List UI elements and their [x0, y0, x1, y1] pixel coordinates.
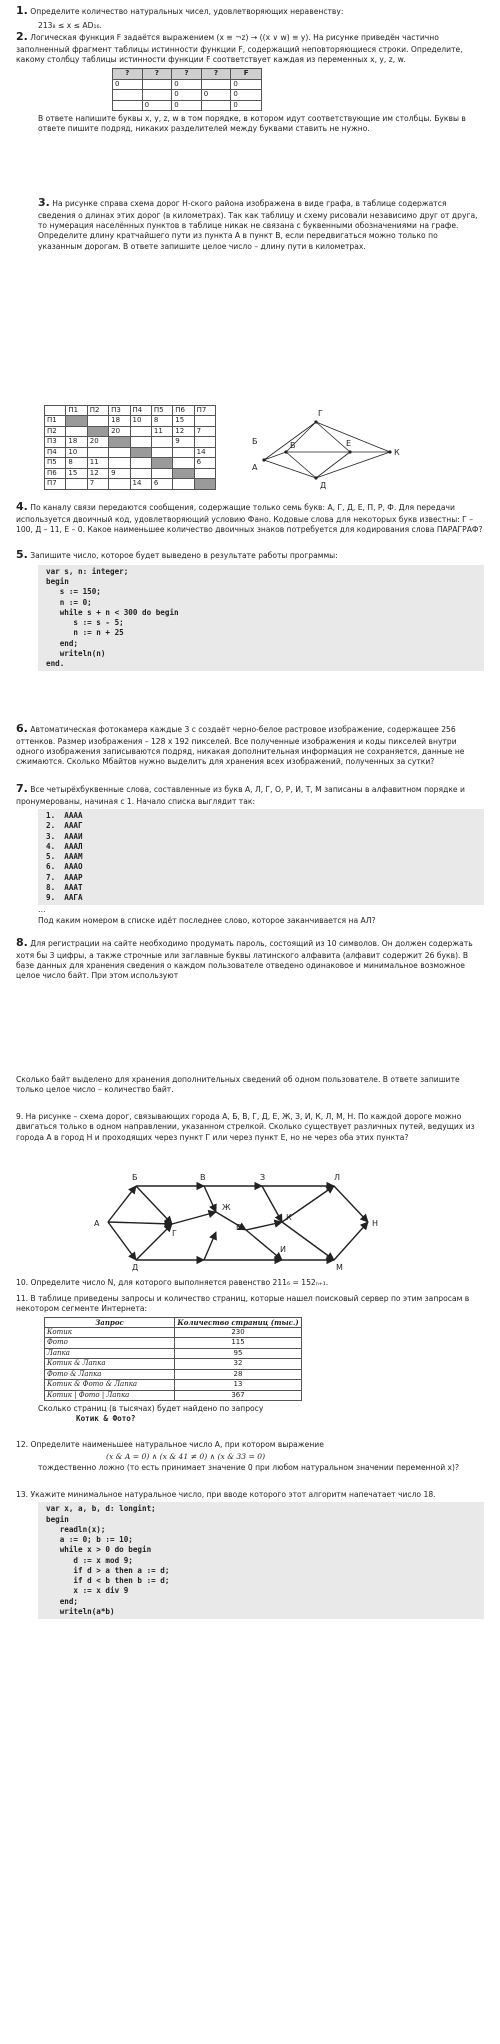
truth-cell — [142, 90, 172, 100]
pascal-code: var s, n: integer; begin s := 150; n := 0; while s + n < 300 do begin s := s - 5; n := n + 25 end; writeln(n) end. — [38, 565, 484, 672]
question-text: Логическая функция F задаётся выражением (x ≡ ¬z) → ((x ∨ w) ≡ y). На рисунке приведён частично заполненный фрагмент таблицы истинности функции F, содержащий неповторяющиеся строки. Определите, какому столбцу таблицы истинности функции F соответствует каждая из переменных x, y, z, w. — [16, 33, 463, 65]
node-label: В — [290, 441, 296, 450]
truth-cell: 0 — [201, 90, 231, 100]
dist-cell: 12 — [87, 468, 108, 478]
dist-cell — [130, 447, 151, 457]
dist-row-head: П3 — [45, 437, 66, 447]
truth-header: ? — [113, 69, 143, 79]
question-prompt: Под каким номером в списке идёт последнее слово, которое заканчивается на АЛ? — [38, 915, 376, 925]
question-12 — [16, 1440, 484, 1473]
query-cell: Котик & Лапка — [45, 1359, 175, 1369]
question-prompt: Сколько страниц (в тысячах) будет найдено по запросу — [38, 1404, 264, 1413]
truth-cell — [201, 79, 231, 89]
dist-header: П1 — [66, 406, 87, 416]
node-label: Б — [132, 1173, 138, 1182]
question-7 — [16, 782, 484, 926]
truth-cell: 0 — [142, 100, 172, 110]
dist-cell: 20 — [109, 426, 130, 436]
question-number: 3. — [38, 196, 50, 209]
question-4 — [16, 500, 484, 537]
query-cell: Лапка — [45, 1348, 175, 1358]
node-label: К — [286, 1213, 292, 1222]
dist-cell: 20 — [87, 437, 108, 447]
pages-cell: 13 — [175, 1380, 302, 1390]
dist-cell: 8 — [66, 458, 87, 468]
query-header: Запрос — [45, 1317, 175, 1327]
logic-expression: (x & A = 0) ∧ (x & 41 ≠ 0) ∧ (x & 33 = 0) — [106, 1452, 266, 1462]
dist-cell — [194, 479, 215, 489]
truth-cell: 0 — [231, 100, 262, 110]
dist-cell — [109, 479, 130, 489]
node-label: Г — [318, 409, 323, 418]
dist-cell: 6 — [194, 458, 215, 468]
question-text-cont: тождественно ложно (то есть принимает значение 0 при любом натуральном значении переменной x)? — [38, 1462, 460, 1472]
question-text: Для регистрации на сайте необходимо продумать пароль, состоящий из 10 символов. Он должен содержать хотя бы 3 цифры, а также строчные или заглавные буквы латинского алфавита (алфавит содержит 26 букв). В базе данных для хранения сведения о каждом пользователе отведено одинаковое и минимальное возможное целое число байт. При этом используют — [16, 939, 473, 981]
node-label: М — [336, 1263, 343, 1272]
question-text: 13. Укажите минимальное натуральное число, при вводе которого этот алгоритм напечатает число 18. — [16, 1490, 436, 1499]
question-text: 11. В таблице приведены запросы и количество страниц, которые нашел поисковый сервер по этим запросам в некотором сегменте Интернета: — [16, 1294, 470, 1314]
road-graph-q3 — [238, 400, 438, 490]
dist-cell — [109, 437, 130, 447]
pages-cell: 32 — [175, 1359, 302, 1369]
query-cell: Котик & Фото & Лапка — [45, 1380, 175, 1390]
dist-header — [45, 406, 66, 416]
dist-header: П3 — [109, 406, 130, 416]
inequality: 213₈ ≤ x ≤ AD₁₆. — [38, 20, 102, 30]
dist-cell: 7 — [194, 426, 215, 436]
truth-header: F — [231, 69, 262, 79]
question-8-continued — [16, 1075, 484, 1098]
dist-cell — [151, 447, 172, 457]
dist-row-head: П1 — [45, 416, 66, 426]
pascal-code: var x, a, b, d: longint; begin readln(x); a := 0; b := 10; while x > 0 do begin d := x mod 9; if d > a then a := d; if d < b then b := d; x := x div 9 end; writeln(a*b) — [38, 1502, 484, 1619]
truth-cell: 0 — [231, 90, 262, 100]
dist-row-head: П6 — [45, 468, 66, 478]
query-table — [44, 1317, 302, 1402]
query-cell: Фото & Лапка — [45, 1369, 175, 1379]
truth-header: ? — [201, 69, 231, 79]
distance-table — [44, 405, 216, 490]
question-8 — [16, 936, 484, 984]
truth-cell — [201, 100, 231, 110]
dist-header: П5 — [151, 406, 172, 416]
dist-cell — [151, 458, 172, 468]
query-cell: Котик — [45, 1327, 175, 1337]
dist-cell: 6 — [151, 479, 172, 489]
dist-cell — [66, 426, 87, 436]
question-number: 4. — [16, 500, 28, 513]
dist-cell — [87, 447, 108, 457]
dist-cell — [173, 447, 194, 457]
dist-cell: 11 — [87, 458, 108, 468]
question-number: 2. — [16, 30, 28, 43]
node-label: В — [200, 1173, 206, 1182]
truth-header: ? — [142, 69, 172, 79]
node-label: Е — [346, 439, 352, 448]
dist-cell — [194, 416, 215, 426]
dist-cell: 11 — [151, 426, 172, 436]
dist-cell — [130, 426, 151, 436]
truth-header: ? — [172, 69, 202, 79]
question-number: 1. — [16, 4, 28, 17]
query-cell: Фото — [45, 1338, 175, 1348]
dist-cell — [66, 416, 87, 426]
dist-cell — [173, 468, 194, 478]
question-number: 5. — [16, 548, 28, 561]
dist-cell — [130, 458, 151, 468]
question-number: 7. — [16, 782, 28, 795]
pages-cell: 367 — [175, 1390, 302, 1400]
dist-cell: 8 — [151, 416, 172, 426]
question-3 — [16, 196, 484, 254]
dist-cell: 18 — [66, 437, 87, 447]
truth-cell: 0 — [113, 79, 143, 89]
node-label: Е — [236, 1223, 242, 1232]
dist-cell — [151, 468, 172, 478]
node-label: А — [252, 463, 258, 472]
truth-cell: 0 — [231, 79, 262, 89]
dist-cell — [151, 437, 172, 447]
road-graph-q9 — [86, 1172, 406, 1272]
question-text: 10. Определите число N, для которого выполняется равенство 211₆ = 152ₙ₊₁. — [16, 1278, 329, 1287]
dist-row-head: П7 — [45, 479, 66, 489]
dist-cell — [87, 426, 108, 436]
pages-cell: 230 — [175, 1327, 302, 1337]
pages-cell: 115 — [175, 1338, 302, 1348]
dist-cell — [130, 468, 151, 478]
question-number: 8. — [16, 936, 28, 949]
question-text: Сколько байт выделено для хранения дополнительных сведений об одном пользователе. В ответе запишите только целое число – количество байт. — [16, 1075, 460, 1095]
truth-cell — [113, 90, 143, 100]
question-13 — [16, 1490, 484, 1619]
question-text: Определите количество натуральных чисел, удовлетворяющих неравенству: — [30, 7, 344, 16]
dist-header: П2 — [87, 406, 108, 416]
question-5 — [16, 548, 484, 671]
question-text: 9. На рисунке – схема дорог, связывающих города А, Б, В, Г, Д, Е, Ж, З, И, К, Л, М, Н. По каждой дороге можно двигаться только в одном направлении, указанном стрелкой. Сколько существует различных путей, ведущих из города А в город Н и проходящих через пункт Г или через пункт Е, но не через оба этих пункта? — [16, 1112, 475, 1142]
question-6 — [16, 722, 484, 770]
node-label: Б — [252, 437, 258, 446]
query-cell: Котик | Фото | Лапка — [45, 1390, 175, 1400]
dist-cell — [194, 468, 215, 478]
node-label: И — [280, 1245, 286, 1254]
node-label: Г — [172, 1229, 177, 1238]
node-label: Л — [334, 1173, 341, 1182]
dist-cell: 9 — [173, 437, 194, 447]
truth-cell — [142, 79, 172, 89]
search-query: Котик & Фото? — [76, 1414, 136, 1424]
dist-cell: 14 — [130, 479, 151, 489]
pages-cell: 95 — [175, 1348, 302, 1358]
question-10 — [16, 1278, 484, 1290]
dist-cell: 15 — [173, 416, 194, 426]
dist-header: П4 — [130, 406, 151, 416]
dist-cell: 18 — [109, 416, 130, 426]
dist-cell: 7 — [87, 479, 108, 489]
dist-cell: 9 — [109, 468, 130, 478]
dist-row-head: П5 — [45, 458, 66, 468]
dist-cell: 15 — [66, 468, 87, 478]
dist-cell — [173, 458, 194, 468]
node-label: Д — [320, 481, 327, 490]
question-text: По каналу связи передаются сообщения, содержащие только семь букв: А, Г, Д, Е, П, Р, Ф. Для передачи используется двоичный код, удовлетворяющий условию Фано. Кодовые слова для некоторых букв известны: Г – 100, Д – 11, Е – 0. Какое наименьшее количество двоичных знаков потребуется для кодирования слова ПАРАГРАФ? — [16, 503, 483, 535]
dist-cell: 10 — [130, 416, 151, 426]
node-label: Ж — [222, 1203, 231, 1212]
question-text: Все четырёхбуквенные слова, составленные из букв А, Л, Г, О, Р, И, Т, М записаны в алфавитном порядке и пронумерованы, начиная с 1. Начало списка выглядит так: — [16, 785, 465, 806]
dist-cell — [130, 437, 151, 447]
node-label: Д — [132, 1263, 139, 1272]
truth-cell: 0 — [172, 100, 202, 110]
node-label: А — [94, 1219, 100, 1228]
question-9 — [16, 1112, 484, 1145]
answer-note: В ответе напишите буквы x, y, z, w в том порядке, в котором идут соответствующие им столбцы. Буквы в ответе пишите подряд, никаких разделителей между буквами ставить не нужно. — [38, 114, 466, 134]
question-text: На рисунке справа схема дорог Н-ского района изображена в виде графа, в таблице содержатся сведения о длинах этих дорог (в километрах). Так как таблицу и схему рисовали независимо друг от друга, то нумерация населённых пунктов в таблице никак не связана с буквенными обозначениями на графе. Определите длину кратчайшего пути из пункта А в пункт В, если передвигаться можно только по указанным дорогам. В ответе запишите целое число – длину пути в километрах. — [38, 199, 478, 251]
dist-cell: 10 — [66, 447, 87, 457]
node-label: Н — [372, 1219, 379, 1228]
question-text: 12. Определите наименьшее натуральное число A, при котором выражение — [16, 1440, 324, 1449]
dist-cell — [66, 479, 87, 489]
node-label: К — [394, 448, 400, 457]
dist-cell — [87, 416, 108, 426]
dist-row-head: П4 — [45, 447, 66, 457]
dist-cell — [194, 437, 215, 447]
question-11 — [16, 1294, 484, 1425]
dist-header: П6 — [173, 406, 194, 416]
dist-cell — [173, 479, 194, 489]
dist-row-head: П2 — [45, 426, 66, 436]
dist-cell — [109, 447, 130, 457]
question-1 — [16, 4, 484, 31]
dist-header: П7 — [194, 406, 215, 416]
dist-cell: 12 — [173, 426, 194, 436]
word-list: 1. АААА 2. АААГ 3. АААИ 4. АААЛ 5. АААМ 6. АААО 7. АААР 8. АААТ 9. ААГА — [38, 809, 484, 905]
question-2 — [16, 30, 484, 135]
dist-cell — [109, 458, 130, 468]
truth-table — [112, 68, 262, 111]
pages-cell: 28 — [175, 1369, 302, 1379]
truth-cell: 0 — [172, 90, 202, 100]
node-label: З — [260, 1173, 266, 1182]
question-number: 6. — [16, 722, 28, 735]
truth-cell — [113, 100, 143, 110]
question-text: Запишите число, которое будет выведено в результате работы программы: — [30, 551, 338, 560]
query-header: Количество страниц (тыс.) — [175, 1317, 302, 1327]
dist-cell: 14 — [194, 447, 215, 457]
question-text: Автоматическая фотокамера каждые 3 с создаёт черно-белое растровое изображение, содержащее 256 оттенков. Размер изображения – 128 x 192 пикселей. Все полученные изображения и коды пикселей внутри одного изображения записываются подряд, никакая дополнительная информация не сохраняется, данные не сжимаются. Сколько Мбайтов нужно выделить для хранения всех изображений, полученных за сутки? — [16, 725, 465, 767]
truth-cell: 0 — [172, 79, 202, 89]
ellipsis: … — [38, 905, 46, 915]
